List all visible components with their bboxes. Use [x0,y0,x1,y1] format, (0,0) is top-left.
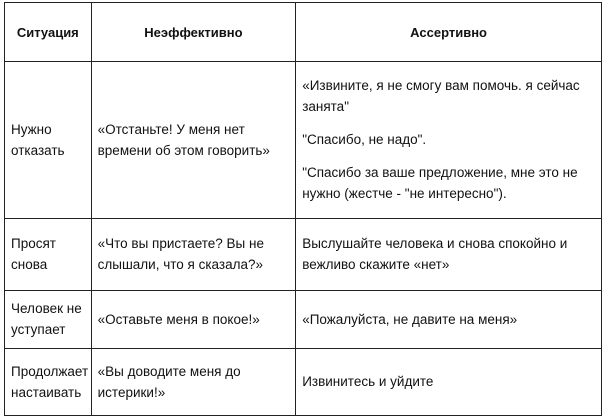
ineffective-cell [91,218,296,290]
table-row [5,218,602,290]
situation-cell [5,348,92,415]
situation-text: Человек не уступает [11,301,82,338]
assertive-cell [296,290,602,348]
ineffective-cell [91,290,296,348]
ineffective-text: «Оставьте меня в покое!» [97,311,260,327]
table-row [5,348,602,415]
table-row [5,62,602,219]
situation-text: Просят снова [11,236,56,273]
header-ineffective: Неэффективно [91,3,296,62]
situation-text: Нужно отказать [11,121,65,158]
assertive-text: Извинитесь и уйдите [302,374,434,390]
ineffective-text: «Что вы пристаете? Вы не слышали, что я сказала?» [97,236,264,273]
assertive-text: «Извините, я не смогу вам помочь. я сейчас занята" [302,78,580,115]
assertive-cell [296,348,602,415]
ineffective-text: «Вы доводите меня до истерики!» [97,363,241,400]
situation-cell [5,290,92,348]
assertive-text: "Спасибо за ваше предложение, мне это не нужно (жестче - "не интересно"). [302,165,578,202]
situation-text: Продолжает настаивать [11,363,89,400]
assertive-cell [296,62,602,219]
assertive-text: "Спасибо, не надо". [302,132,427,148]
header-situation: Ситуация [5,3,92,62]
ineffective-cell [91,348,296,415]
table-header-row [5,3,602,62]
situation-cell [5,62,92,219]
assertive-text: Выслушайте человека и снова спокойно и вежливо скажите «нет» [302,236,568,273]
ineffective-text: «Отстаньте! У меня нет времени об этом говорить» [97,121,270,158]
situation-cell [5,218,92,290]
ineffective-cell [91,62,296,219]
assertiveness-table [4,2,602,416]
header-assertive: Ассертивно [296,3,602,62]
table-row [5,290,602,348]
assertive-cell [296,218,602,290]
assertive-text: «Пожалуйста, не давите на меня» [302,311,518,327]
